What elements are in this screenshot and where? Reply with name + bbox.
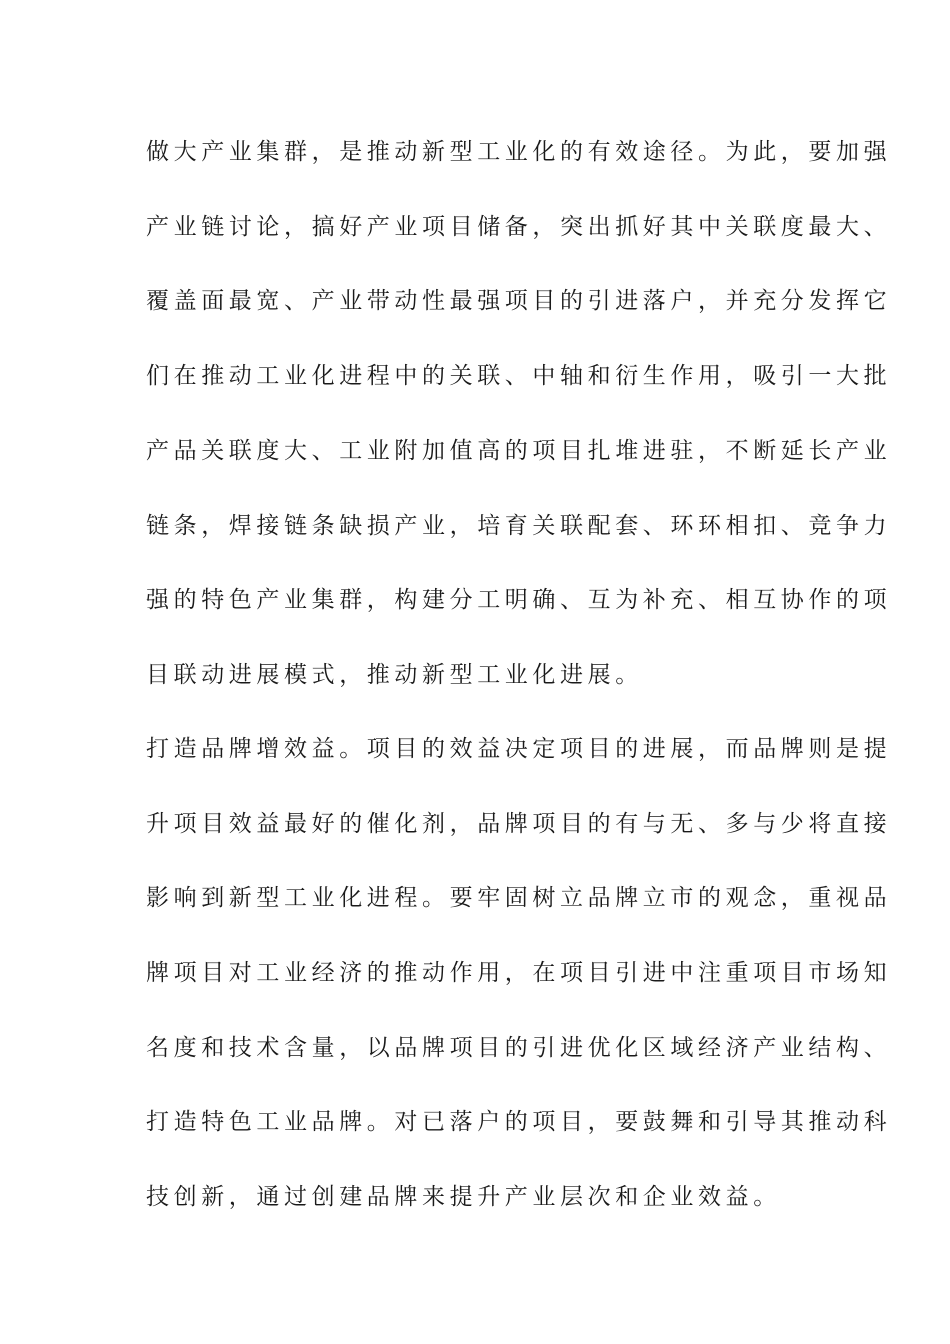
text-line: 产品关联度大、工业附加值高的项目扎堆进驻，不断延长产业 xyxy=(146,438,892,464)
text-line: 影响到新型工业化进程。要牢固树立品牌立市的观念，重视品 xyxy=(146,885,892,911)
text-line: 打造特色工业品牌。对已落户的项目，要鼓舞和引导其推动科 xyxy=(146,1109,892,1135)
text-line: 目联动进展模式，推动新型工业化进展。 xyxy=(146,662,643,688)
text-line: 链条，焊接链条缺损产业，培育关联配套、环环相扣、竞争力 xyxy=(146,513,892,539)
text-line: 升项目效益最好的催化剂，品牌项目的有与无、多与少将直接 xyxy=(146,811,892,837)
text-line: 做大产业集群，是推动新型工业化的有效途径。为此，要加强 xyxy=(146,139,892,165)
text-line: 牌项目对工业经济的推动作用，在项目引进中注重项目市场知 xyxy=(146,960,892,986)
text-line: 名度和技术含量，以品牌项目的引进优化区域经济产业结构、 xyxy=(146,1035,892,1061)
text-line: 覆盖面最宽、产业带动性最强项目的引进落户，并充分发挥它 xyxy=(146,288,892,314)
text-line: 产业链讨论，搞好产业项目储备，突出抓好其中关联度最大、 xyxy=(146,214,892,240)
text-line: 强的特色产业集群，构建分工明确、互为补充、相互协作的项 xyxy=(146,587,892,613)
text-line: 打造品牌增效益。项目的效益决定项目的进展，而品牌则是提 xyxy=(146,736,892,762)
text-line: 们在推动工业化进程中的关联、中轴和衍生作用，吸引一大批 xyxy=(146,363,892,389)
text-line: 技创新，通过创建品牌来提升产业层次和企业效益。 xyxy=(146,1184,781,1210)
